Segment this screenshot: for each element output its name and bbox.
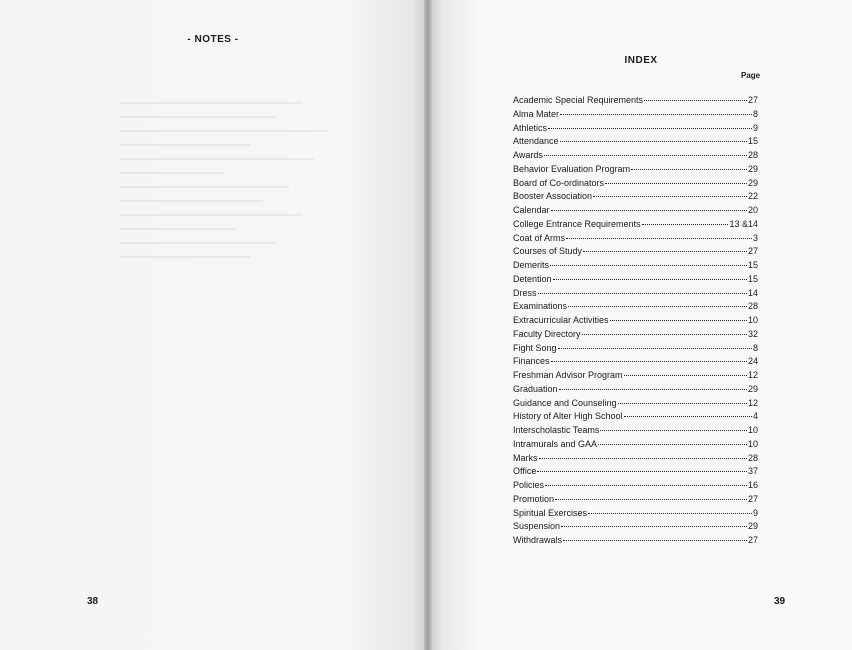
index-heading: INDEX [624,55,658,66]
dot-leader [555,487,747,500]
index-entry-page: 15 [747,273,758,284]
index-entry-page: 15 [747,260,758,270]
dot-leader [558,336,752,349]
index-list [513,90,758,544]
dot-leader [624,404,752,417]
index-entry-label: Calendar [513,205,550,215]
index-entry-label: Behavior Evaluation Program [513,163,631,174]
dot-leader [610,308,747,321]
index-entry-label: History of Alter High School [513,411,623,422]
index-entry-label: Promotion [513,493,555,504]
index-entry-label: Board of Co-ordinators [513,177,605,188]
index-entry-page: 15 [747,136,758,147]
dot-leader [642,212,729,225]
index-entry-label: Booster Association [513,191,593,202]
index-entry-label: Extracurricular Activities [513,315,609,325]
book-gutter [424,0,432,650]
index-entry-label: Academic Special Requirements [513,95,644,105]
dot-leader [560,129,747,142]
dot-leader [551,198,747,211]
index-entry-page: 10 [747,438,758,449]
index-entry-page: 3 [752,232,758,243]
index-entry-page: 29 [747,383,758,394]
dot-leader [561,514,747,527]
dot-leader [548,116,752,129]
index-entry-label: Courses of Study [513,246,583,257]
left-page-number: 38 [87,596,99,607]
index-entry-page: 24 [747,356,758,367]
index-entry-label: Graduation [513,383,558,394]
right-page-number: 39 [774,596,786,607]
dot-leader [550,253,747,266]
index-entry-page: 20 [747,205,758,215]
index-entry-label: Athletics [513,122,548,133]
page-column-label: Page [741,71,761,80]
index-entry-page: 27 [747,535,758,545]
dot-leader [563,528,747,541]
index-entry-page: 28 [747,301,758,312]
index-entry-page: 37 [747,466,758,477]
dot-leader [537,459,747,472]
dot-leader [598,432,747,445]
dot-leader [644,88,747,101]
dot-leader [593,184,747,197]
dot-leader [553,267,747,280]
dot-leader [539,446,747,459]
index-entry-label: Detention [513,273,552,284]
index-entry-page: 32 [747,328,758,339]
dot-leader [560,102,752,115]
index-entry-label: Demerits [513,260,550,270]
index-entry-page: 10 [747,315,758,325]
index-entry-page: 27 [747,493,758,504]
index-entry-label: Faculty Directory [513,328,581,339]
dot-leader [538,281,747,294]
index-entry-label: Coat of Arms [513,232,566,243]
index-entry-label: Marks [513,452,538,463]
dot-leader [544,143,747,156]
dot-leader [583,239,747,252]
index-entry-page: 12 [747,397,758,408]
index-entry-page: 29 [747,177,758,188]
dot-leader [618,391,747,404]
index-entry-label: Withdrawals [513,535,563,545]
index-entry-page: 8 [752,108,758,119]
index-entry-label: Suspension [513,521,561,532]
index-entry-page: 9 [752,507,758,518]
index-entry-page: 4 [752,411,758,422]
dot-leader [624,363,747,376]
dot-leader [545,473,747,486]
index-entry-label: Office [513,466,537,477]
index-entry-page: 29 [747,163,758,174]
index-entry-page: 14 [747,287,758,298]
bleed-through-texture [120,90,380,510]
dot-leader [551,349,747,362]
notes-heading: - NOTES - [187,34,239,45]
index-entry-label: Fight Song [513,342,557,353]
dot-leader [566,226,752,239]
index-entry-page: 22 [747,191,758,202]
index-entry-label: Policies [513,480,545,490]
index-entry-label: Examinations [513,301,568,312]
index-entry-page: 16 [747,480,758,490]
index-entry-page: 27 [747,95,758,105]
index-entry-page: 12 [747,370,758,380]
index-entry-label: Dress [513,287,537,298]
dot-leader [568,294,747,307]
dot-leader [559,377,747,390]
index-entry-label: College Entrance Requirements [513,218,641,229]
index-entry-label: Awards [513,150,543,160]
index-entry-page: 29 [747,521,758,532]
index-entry-page: 27 [747,246,758,257]
index-entry-label: Alma Mater [513,108,560,119]
index-entry-page: 10 [747,425,758,435]
index-entry-label: Spiritual Exercises [513,507,588,518]
dot-leader [631,157,747,170]
index-entry-page: 28 [747,150,758,160]
index-entry-page: 9 [752,122,758,133]
index-entry-label: Intramurals and GAA [513,438,598,449]
dot-leader [605,171,747,184]
index-entry-page: 28 [747,452,758,463]
index-entry-label: Guidance and Counseling [513,397,617,408]
dot-leader [582,322,747,335]
dot-leader [600,418,747,431]
index-entry-label: Freshman Advisor Program [513,370,623,380]
index-entry-page: 8 [752,342,758,353]
index-entry-page: 13 &14 [729,218,758,229]
dot-leader [588,501,752,514]
index-entry-label: Interscholastic Teams [513,425,600,435]
index-entry-label: Finances [513,356,550,367]
index-entry-label: Attendance [513,136,559,147]
